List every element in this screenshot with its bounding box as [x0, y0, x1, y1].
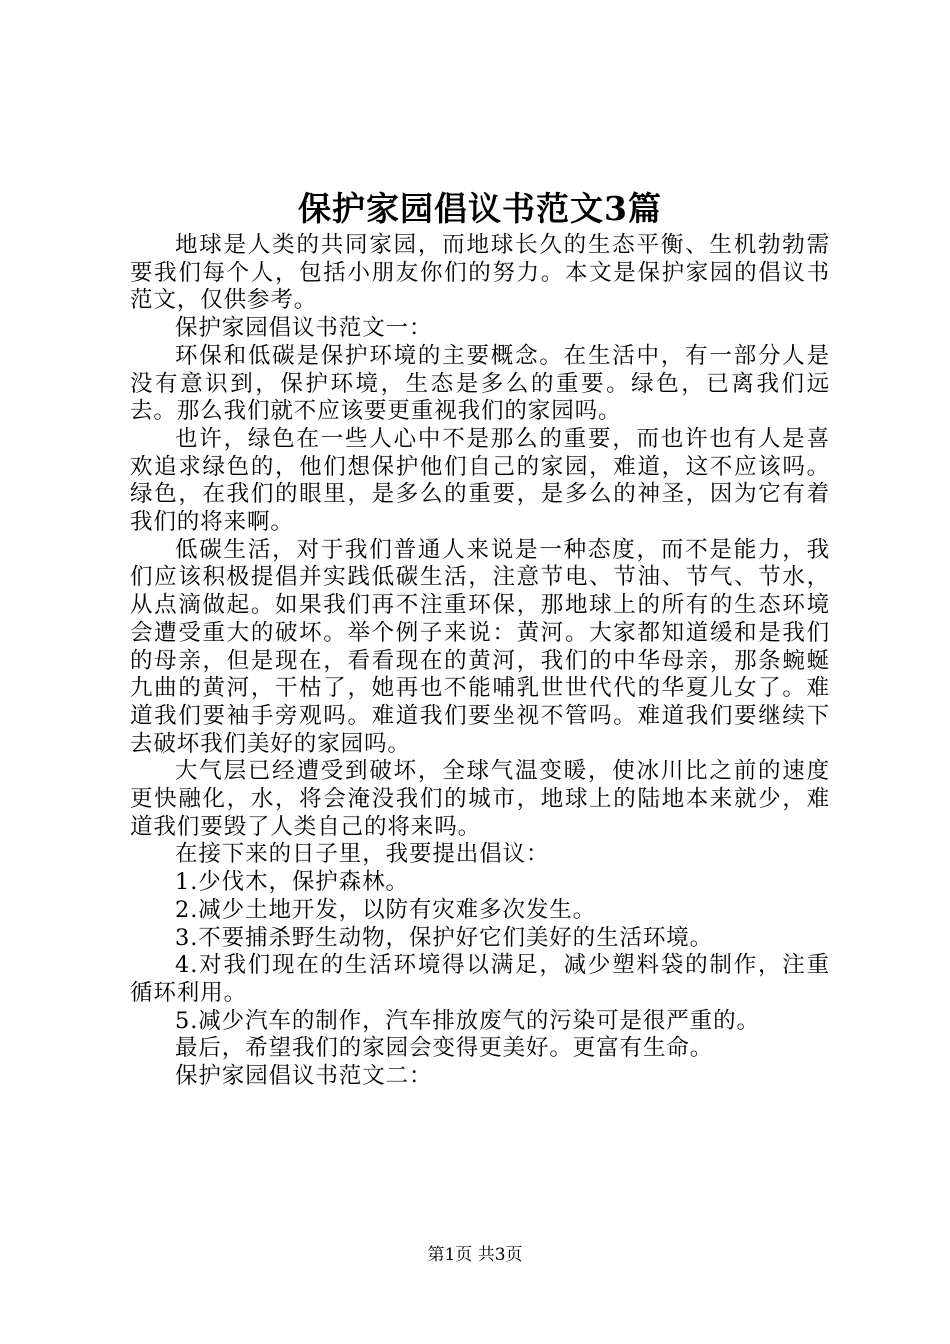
section-heading-one: 保护家园倡议书范文一：	[175, 315, 433, 342]
paragraph: 环保和低碳是保护环境的主要概念。在生活中，有一部分人是没有意识到，保护环境，生态是多么的重要。绿色，已离我们远去。那么我们就不应该要更重视我们的家园吗。	[130, 342, 830, 425]
paragraph: 低碳生活，对于我们普通人来说是一种态度，而不是能力，我们应该积极提倡并实践低碳生活，注意节电、节油、节气、节水，从点滴做起。如果我们再不注重环保，那地球上的所有的生态环境会遭受重大的破坏。举个例子来说：黄河。大家都知道缓和是我们的母亲，但是现在，看看现在的黄河，我们的中华母亲，那条蜿蜒九曲的黄河，干枯了，她再也不能哺乳世世代代的华夏儿女了。难道我们要袖手旁观吗。难道我们要坐视不管吗。难道我们要继续下去破坏我们美好的家园吗。	[130, 536, 830, 757]
list-item: 1.少伐木，保护森林。	[175, 869, 409, 896]
paragraph: 最后，希望我们的家园会变得更美好。更富有生命。	[175, 1035, 714, 1062]
paragraph: 也许，绿色在一些人心中不是那么的重要，而也许也有人是喜欢追求绿色的，他们想保护他们自己的家园，难道，这不应该吗。绿色，在我们的眼里，是多么的重要，是多么的神圣，因为它有着我们的将来啊。	[130, 425, 830, 536]
paragraph-intro: 地球是人类的共同家园，而地球长久的生态平衡、生机勃勃需要我们每个人，包括小朋友你们的努力。本文是保护家园的倡议书范文，仅供参考。	[130, 232, 830, 314]
paragraph: 大气层已经遭受到破坏，全球气温变暖，使冰川比之前的速度更快融化，水，将会淹没我们的城市，地球上的陆地本来就少，难道我们要毁了人类自己的将来吗。	[130, 758, 830, 840]
list-item: 3.不要捕杀野生动物，保护好它们美好的生活环境。	[175, 924, 714, 951]
paragraph: 在接下来的日子里，我要提出倡议：	[175, 841, 550, 868]
list-item: 5.减少汽车的制作，汽车排放废气的污染可是很严重的。	[175, 1007, 760, 1034]
page-number-footer: 第1页 共3页	[427, 1245, 523, 1265]
list-item: 4.对我们现在的生活环境得以满足，减少塑料袋的制作，注重循环利用。	[130, 952, 830, 1006]
list-item: 2.减少土地开发，以防有灾难多次发生。	[175, 896, 597, 923]
document-page	[130, 186, 830, 1091]
section-heading-two: 保护家园倡议书范文二：	[175, 1063, 433, 1090]
document-title: 保护家园倡议书范文3篇	[298, 189, 662, 228]
document-body	[130, 232, 830, 1091]
